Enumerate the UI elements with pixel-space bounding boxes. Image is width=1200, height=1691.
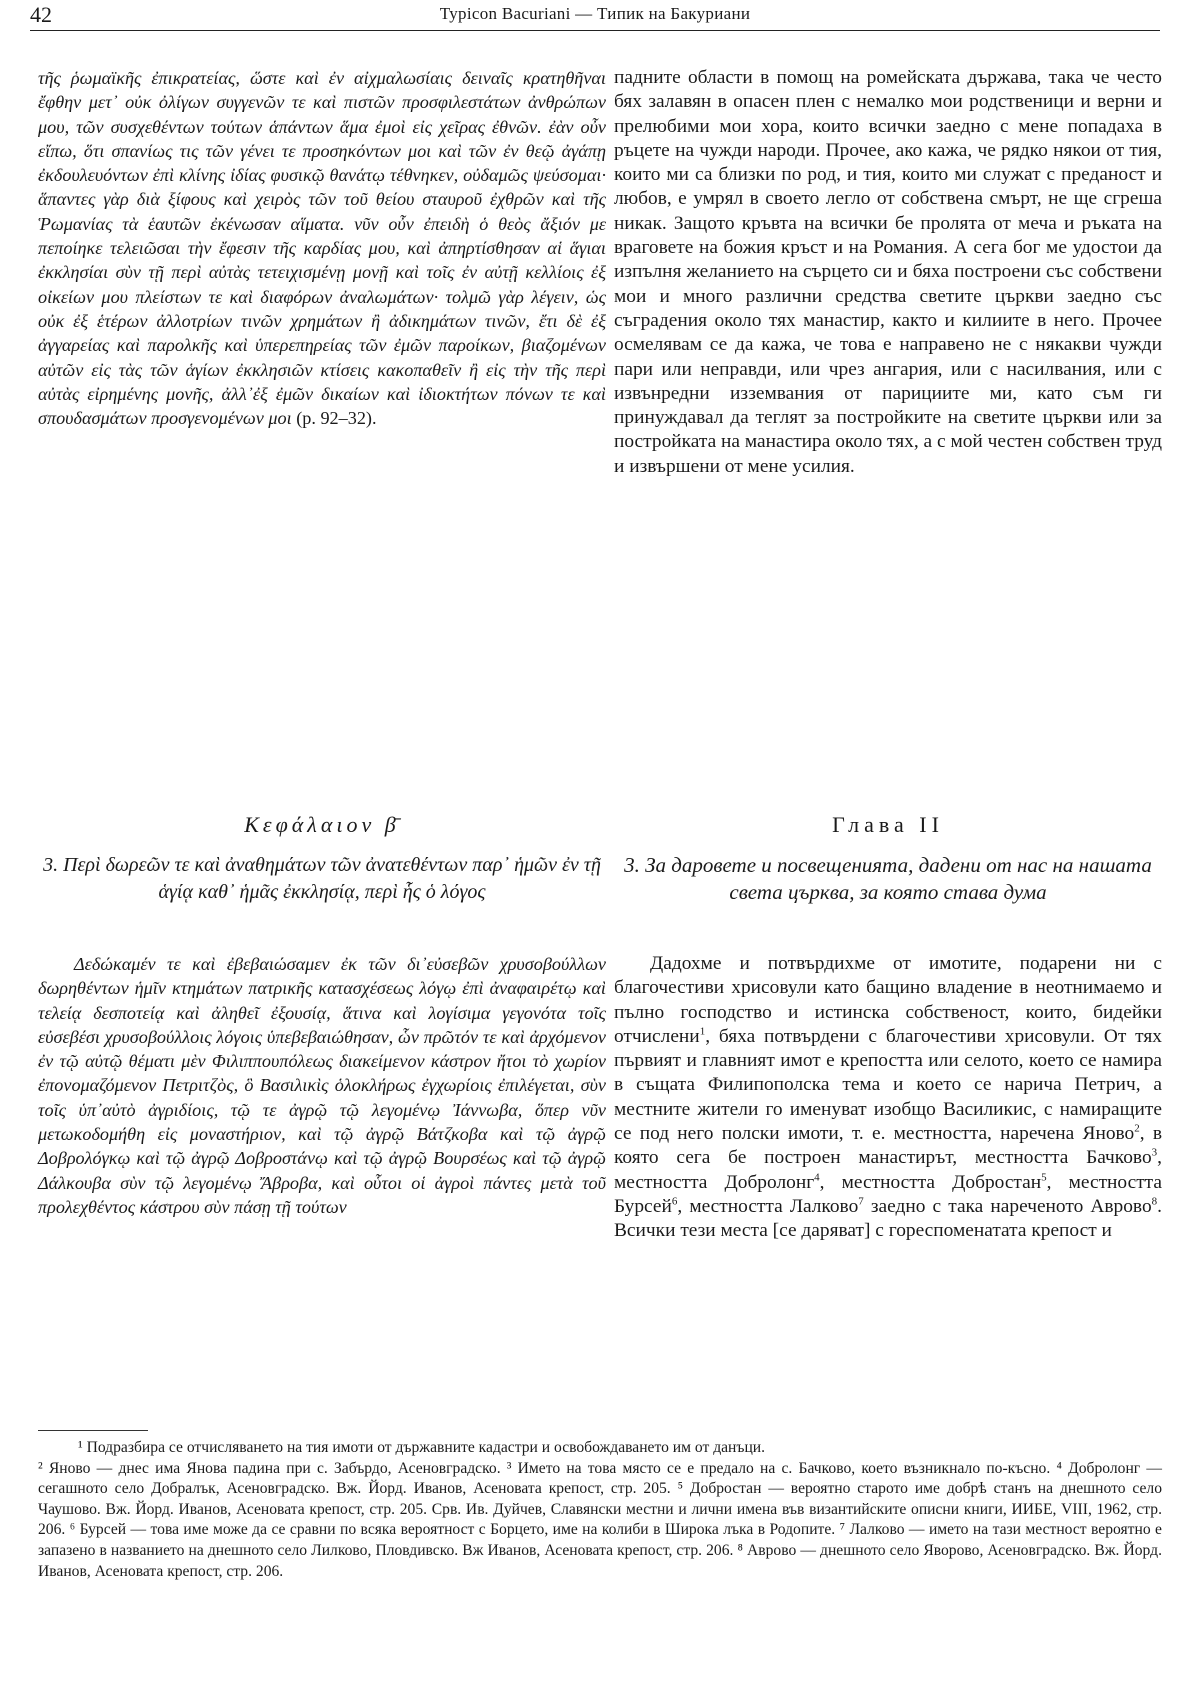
greek-body-column: [38, 952, 606, 1219]
bulgarian-section-heading: 3. За даровете и посвещенията, дадени от нас на нашата света църква, за която става дума: [624, 853, 1152, 904]
greek-intro-reference: (p. 92–32).: [296, 408, 377, 429]
bulgarian-chapter-title: Глава II: [832, 812, 944, 837]
footnote-ref: 5: [1041, 1171, 1047, 1184]
footnote-ref: 6: [671, 1195, 678, 1208]
greek-intro-text: τῆς ῥωμαϊκῆς ἐπικρατείας, ὥστε καὶ ἐν αἰχμαλωσίαις δειναῖς κρατηθῆναι ἔφθην μετ᾽ οὐκ ὀλίγων συγγενῶν τε καὶ πιστῶν προσφιλεστάτων ἀνθρώπων μου, τῶν συσχεθέντων τούτων ἁπάντων ἅμα ἐμοὶ εἰς χεῖρας ἐθνῶν. ἐὰν οὖν εἴπω, ὅτι σπανίως τις τῶν γένει τε προσηκόντων μοι καὶ τῶν ἐν θεῷ ἀγάπῃ ἐκδουλευόντων ἐπὶ κλίνης ἰδίας φυσικῷ θανάτῳ τέθνηκεν, οὐδαμῶς ψεύσομαι· ἅπαντες γὰρ διὰ ξίφους καὶ χειρὸς τῶν τοῦ θείου σταυροῦ ἐχθρῶν καὶ τῆς Ῥωμανίας τὰ ἑαυτῶν ἐκένωσαν αἵματα. νῦν οὖν ἐπειδὴ ὁ θεὸς ἄξιόν με πεποίηκε τελειῶσαι τὴν ἔφεσιν τῆς καρδίας μου, καὶ ἀπηρτίσθησαν αἱ ἅγιαι ἐκκλησίαι σὺν τῇ περὶ αὐτὰς τετειχισμένῃ μονῇ καὶ τοῖς ἐν αὐτῇ κελλίοις ἐξ οἰκείων μου πλείστων τε καὶ διαφόρων ἀναλωμάτων· τολμῶ γὰρ λέγειν, ὡς οὐκ ἐξ ἑτέρων ἀλλοτρίων τινῶν χρημάτων ἢ ἀδικημάτων τινῶν, ἔτι δὲ ἐξ ἀγγαρείας καὶ παρολκῆς καὶ ὑπερεπηρείας τῶν ἐμῶν παροίκων, βιαζομένων αὐτῶν εἰς τὰς τῶν ἁγίων ἐκκλησιῶν κτίσεις κακοπαθεῖν ἢ εἰς τὴν τῆς περὶ αὐτὰς εἰρημένης μονῆς, ἀλλ᾽ἐξ ἐμῶν δικαίων καὶ ἰδιοκτήτων πόνων τε καὶ σπουδασμάτων προσγενομένων μοι: [38, 68, 606, 429]
footnote-3: ³ Името на това място се е предало на с. Бачково, което възникнало по-късно.: [506, 1459, 1051, 1477]
footnote-8: ⁸ Аврово — днешното село Яворово, Асеновградско. Вж. Йорд. Иванов, Асеновата крепост, стр. 206.: [38, 1541, 1162, 1580]
footnote-ref: 3: [1151, 1146, 1158, 1159]
footnote-7: ⁷ Лалково — името на тази местност вероятно е запазено в названието на днешното село Лилково, Пловдивско. Вж Иванов, Асеновата крепост, стр. 206.: [38, 1521, 1162, 1559]
footnote-5: ⁵ Добростан — вероятно старото име добрѣ станъ на днешното село Чаушово. Вж. Йорд. Иванов, Асеновата крепост, стр. 205. Срв. Ив. Дуйчев, Славянски местни и лични имена във византийските описни книги, ИИБЕ, VIII, 1962, стр. 206.: [38, 1480, 1162, 1539]
footnotes-paragraph: [38, 1438, 1162, 1582]
body-text: заедно с така нареченото Аврово: [863, 1195, 1152, 1217]
footnote-ref: 1: [699, 1025, 706, 1038]
footnote-divider: [38, 1430, 148, 1431]
footnote-4: ⁴ Добролонг — сегашното село Добралък, Асеновградско. Вж. Йорд. Иванов, Асеновата крепост, стр. 205.: [38, 1459, 1162, 1498]
body-text: , бяха потвърдени с благочестиви хрисовули. От тях първият и главният имот е крепостта или селото, което се намира в същата Филипополска тема и което се нарича Петрич, а местните жители го именуват изобщо Василикис, с намиращите се под него полски имоти, т. е. местността, наречена Яново: [614, 1025, 1162, 1145]
footnote-ref: 7: [858, 1195, 864, 1208]
greek-section-heading: 3. Περὶ δωρεῶν τε καὶ ἀναθημάτων τῶν ἀνατεθέντων παρ᾽ ἡμῶν ἐν τῇ ἁγίᾳ καθ᾽ ἡμᾶς ἐκκλησίᾳ, περὶ ἧς ὁ λόγος: [43, 854, 601, 903]
footnote-1: ¹ Подразбира се отчисляването на тия имоти от държавните кадастри и освобождаването им от данъци.: [78, 1439, 766, 1456]
body-text: . Всички тези места [се даряват] с гореспоменатата крепост и: [614, 1195, 1163, 1242]
body-text: , местността Лалково: [677, 1195, 859, 1217]
greek-body-paragraph: Δεδώκαμέν τε καὶ ἐβεβαιώσαμεν ἐκ τῶν δι᾽εὐσεβῶν χρυσοβούλλων δωρηθέντων ἡμῖν κτημάτων πατρικῆς κατασχέσεως λόγῳ ἐπὶ ἀναφαιρέτῳ καὶ τελείᾳ δεσποτείᾳ καὶ ἀληθεῖ ἐξουσίᾳ, ἅτινα καὶ λογίσιμα γεγονότα τοῖς εὐσεβέσι χρυσοβούλλοις λόγοις ὑπεβεβαιώθησαν, ὧν πρῶτόν τε καὶ ἀρχόμενον ἐν τῷ αὐτῷ θέματι μὲν Φιλιππουπόλεως διακείμενον κάστρον ἤτοι τὸ χωρίον ἐπονομαζόμενον Πετριτζὸς, ὃ Βασιλικὶς ὁλοκλήρως ἐγχωρίοις ἐπιλέγεται, σὺν τοῖς ὑπ᾽αὐτὸ ἀγριδίοις, τῷ τε ἀγρῷ τῷ λεγομένῳ Ἰάννωβα, ὅπερ νῦν μετωκοδομήθη εἰς μοναστήριον, καὶ τῷ ἀγρῷ Βάτζκοβα καὶ τῷ ἀγρῷ Δοβρολόγκῳ καὶ τῷ ἀγρῷ Δοβροστάνῳ καὶ τῷ ἀγρῷ Βουρσέως καὶ τῷ ἀγρῷ Δάλκουβα σὺν τῷ λεγομένῳ Ἄβροβα, καὶ οὗτοι οἱ ἀγροὶ πάντες μετὰ τοῦ προλεχθέντος κάστρου σὺν πάσῃ τῇ τούτων: [38, 954, 606, 1217]
body-text: , местността Добролонг: [614, 1147, 1162, 1193]
bulgarian-body-column: [614, 952, 1162, 1244]
body-text: , местността Добростан: [819, 1171, 1042, 1193]
greek-intro-paragraph: [38, 66, 606, 430]
greek-intro-column: [38, 66, 606, 430]
footnote-ref: 2: [1134, 1122, 1140, 1135]
bulgarian-body-paragraph: [614, 952, 1162, 1244]
page-number: 42: [30, 2, 52, 27]
footnotes: [38, 1438, 1162, 1582]
greek-chapter-title: Κεφάλαιον β̄: [244, 812, 400, 837]
footnote-ref: 4: [814, 1171, 820, 1184]
bulgarian-intro-paragraph: падните области в помощ на ромейската държава, така че често бях залавян в опасен плен с немалко мои родственици и верни и прелюбими мои хора, които всички заедно с мене попадаха в ръцете на чужди народи. Прочее, ако кажа, че рядко някои от тия, които ми са близки по род, и тия, които ми служат с преданост и любов, е умрял в своето легло от собствена смърт, не ще сгреша никак. Защото кръвта на всички бе пролята от меча и ръката на враговете на божия кръст и на Романия. А сега бог ме удостои да изпълня желанието на сърцето си и бяха построени със собствени мои и много различни средства светите църкви заедно със съградения около тях манастир, както и килиите в него. Прочее осмелявам се да кажа, че това е направено не с някакви чужди пари или неправди, или чрез ангария, или с насилвания, или с извънредни изземвания от парициите ми, като съм ги принуждавал да теглят за постройките на светите църкви или за постройката на манастира около тях, а с мой честен собствен труд и извършени от мене усилия.: [614, 67, 1162, 477]
body-text: , в която сега бе построен манастирът, местността Бачково: [614, 1123, 1162, 1169]
footnote-2: ² Яново — днес има Янова падина при с. Забърдо, Асеновградско.: [38, 1459, 501, 1477]
body-text: , местността Бурсей: [614, 1171, 1162, 1217]
page-header: [30, 0, 1160, 31]
running-head: Typicon Bacuriani — Типик на Бакуриани: [439, 4, 751, 23]
body-text: Дадохме и потвърдихме от имотите, подарени ни с благочестиви хрисовули като бащино владение в неотнимаемо и пълно господство и истинска собственост, които, бидейки отчислени: [614, 953, 1162, 1047]
bulgarian-intro-column: [614, 66, 1162, 479]
footnote-6: ⁶ Бурсей — това име може да се сравни по всяка вероятност с Борцето, име на колиби в Широка лъка в Родопите.: [69, 1521, 836, 1539]
footnote-ref: 8: [1151, 1195, 1158, 1208]
